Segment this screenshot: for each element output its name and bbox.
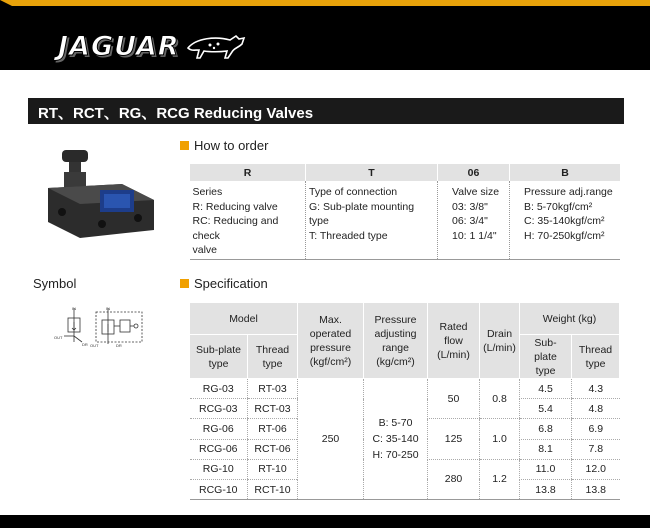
symbol-label: Symbol xyxy=(33,276,77,291)
model-subplate: RG-03 xyxy=(190,379,248,399)
model-subplate: RCG-06 xyxy=(190,439,248,459)
header-model: Model xyxy=(190,303,298,335)
pressure-range-value: B: 5-70 C: 35-140 H: 70-250 xyxy=(364,379,428,500)
weight-subplate: 8.1 xyxy=(520,439,572,459)
drain-value: 1.0 xyxy=(480,419,520,459)
weight-thread: 6.9 xyxy=(572,419,620,439)
bullet-square-icon xyxy=(180,279,189,288)
order-size-cell: Valve size 03: 3/8" 06: 3/4" 10: 1 1/4" xyxy=(438,181,510,259)
header-subplate: Sub-plate type xyxy=(190,335,248,379)
port-out-label: OUT xyxy=(54,335,63,340)
table-row xyxy=(190,379,620,399)
port-dr-label-2: DR xyxy=(116,343,122,348)
order-connection-cell: Type of connection G: Sub-plate mounting type T: Threaded type xyxy=(306,181,438,259)
model-thread: RT-10 xyxy=(248,459,298,479)
order-pressure-cell: Pressure adj.range B: 5-70kgf/cm² C: 35-140kgf/cm² H: 70-250kgf/cm² xyxy=(510,181,621,259)
header-bar xyxy=(0,0,650,70)
order-code-t: T xyxy=(306,164,438,181)
header-pressure-range: Pressure adjusting range (kg/cm²) xyxy=(364,303,428,379)
header-thread: Thread type xyxy=(248,335,298,379)
weight-thread: 4.3 xyxy=(572,379,620,399)
bullet-square-icon xyxy=(180,141,189,150)
rated-flow-value: 125 xyxy=(428,419,480,459)
model-thread: RT-06 xyxy=(248,419,298,439)
header-w-subplate: Sub-plate type xyxy=(520,335,572,379)
page-title: RT、RCT、RG、RCG Reducing Valves xyxy=(38,105,314,122)
title-bar xyxy=(28,98,624,124)
brand-logo: JAGUAR xyxy=(58,31,180,62)
how-to-order-heading: How to order xyxy=(180,138,268,153)
order-code-size: 06 xyxy=(438,164,510,181)
model-thread: RT-03 xyxy=(248,379,298,399)
footer-bar xyxy=(0,515,650,528)
model-subplate: RG-06 xyxy=(190,419,248,439)
weight-thread: 7.8 xyxy=(572,439,620,459)
weight-subplate: 11.0 xyxy=(520,459,572,479)
rated-flow-value: 280 xyxy=(428,459,480,499)
hydraulic-symbol-diagram xyxy=(52,306,150,348)
weight-subplate: 4.5 xyxy=(520,379,572,399)
drain-value: 1.2 xyxy=(480,459,520,499)
specification-heading: Specification xyxy=(180,276,268,291)
order-code-table xyxy=(189,164,620,260)
weight-thread: 12.0 xyxy=(572,459,620,479)
jaguar-icon xyxy=(186,30,248,60)
model-thread: RCT-06 xyxy=(248,439,298,459)
header-rated-flow: Rated flow (L/min) xyxy=(428,303,480,379)
header-max-pressure: Max. operated pressure (kgf/cm²) xyxy=(298,303,364,379)
port-out-label-2: OUT xyxy=(90,343,99,348)
header-weight: Weight (kg) xyxy=(520,303,620,335)
valve-product-image xyxy=(42,148,158,248)
order-series-cell: Series R: Reducing valve RC: Reducing and check valve xyxy=(190,181,306,259)
max-pressure-value: 250 xyxy=(298,379,364,500)
model-thread: RCT-10 xyxy=(248,479,298,499)
port-dr-label: DR xyxy=(82,342,88,347)
weight-subplate: 6.8 xyxy=(520,419,572,439)
specification-table xyxy=(189,302,620,500)
model-subplate: RCG-03 xyxy=(190,399,248,419)
port-in-label: IN xyxy=(72,306,76,311)
model-thread: RCT-03 xyxy=(248,399,298,419)
header-w-thread: Thread type xyxy=(572,335,620,379)
header-drain: Drain (L/min) xyxy=(480,303,520,379)
order-code-b: B xyxy=(510,164,621,181)
weight-subplate: 5.4 xyxy=(520,399,572,419)
model-subplate: RCG-10 xyxy=(190,479,248,499)
drain-value: 0.8 xyxy=(480,379,520,419)
weight-thread: 4.8 xyxy=(572,399,620,419)
port-in-label-2: IN xyxy=(106,306,110,311)
weight-subplate: 13.8 xyxy=(520,479,572,499)
order-code-r: R xyxy=(190,164,306,181)
rated-flow-value: 50 xyxy=(428,379,480,419)
model-subplate: RG-10 xyxy=(190,459,248,479)
weight-thread: 13.8 xyxy=(572,479,620,499)
